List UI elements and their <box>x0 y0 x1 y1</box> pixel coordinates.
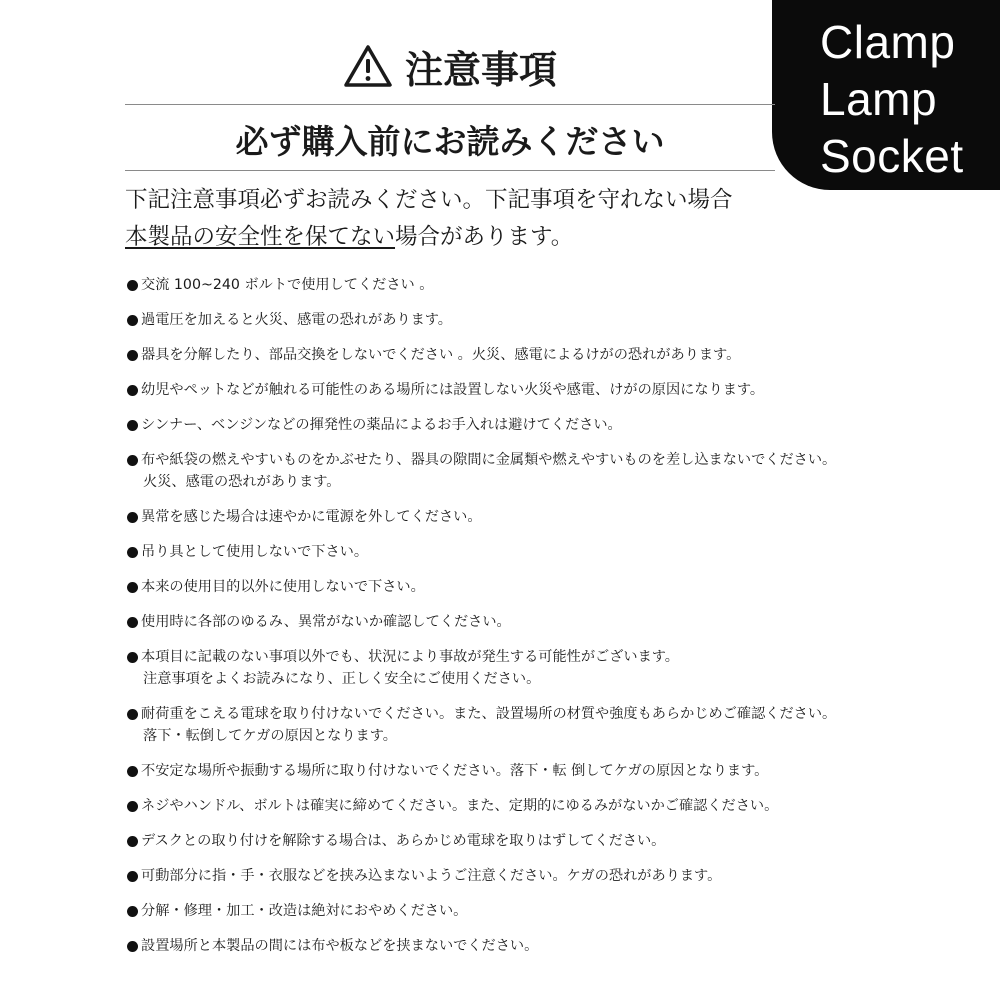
list-item <box>127 506 987 528</box>
intro-line-2 <box>125 219 733 256</box>
badge-line-socket: Socket <box>820 130 964 182</box>
bullet-icon <box>127 941 138 952</box>
notice-text: 本来の使用目的以外に使用しないで下さい。 <box>141 579 425 595</box>
list-item <box>127 309 987 331</box>
bullet-icon <box>127 582 138 593</box>
notice-text: 本項目に記載のない事項以外でも、状況により事故が発生する可能性がございます。 <box>141 649 679 665</box>
list-item <box>127 703 987 747</box>
notice-text: デスクとの取り付けを解除する場合は、あらかじめ電球を取りはずしてください。 <box>141 833 666 849</box>
bullet-icon <box>127 350 138 361</box>
product-name-badge <box>772 0 1000 190</box>
badge-line-lamp: Lamp <box>820 73 938 125</box>
bullet-icon <box>127 280 138 291</box>
list-item <box>127 576 987 598</box>
bullet-icon <box>127 385 138 396</box>
list-item <box>127 344 987 366</box>
intro-underlined-text: 本製品の安全性を保てない <box>125 224 396 250</box>
bullet-icon <box>127 871 138 882</box>
page-header <box>125 38 775 94</box>
page-subtitle: 必ず購入前にお読みください <box>235 122 665 161</box>
bullet-icon <box>127 547 138 558</box>
page-title: 注意事項 <box>404 47 557 92</box>
list-item <box>127 760 987 782</box>
bullet-icon <box>127 512 138 523</box>
bullet-icon <box>127 455 138 466</box>
list-item <box>127 274 987 296</box>
intro-line-1: 下記注意事項必ずお読みください。下記事項を守れない場合 <box>125 187 733 213</box>
list-item <box>127 414 987 436</box>
header-divider-top <box>125 104 775 105</box>
bullet-icon <box>127 801 138 812</box>
notice-text: 火災、感電の恐れがあります。 <box>143 474 341 490</box>
bullet-icon <box>127 906 138 917</box>
notice-text: 耐荷重をこえる電球を取り付けないでください。また、設置場所の材質や強度もあらかじめご確認ください。 <box>141 706 837 722</box>
notice-text: 過電圧を加えると火災、感電の恐れがあります。 <box>141 312 452 328</box>
notice-text: 幼児やペットなどが触れる可能性のある場所には設置しない火災や感電、けがの原因になります。 <box>141 382 765 398</box>
notice-text: 設置場所と本製品の間には布や板などを挟まないでください。 <box>141 938 539 954</box>
notice-text: 吊り具として使用しないで下さい。 <box>141 544 369 560</box>
list-item <box>127 646 987 690</box>
notice-text: 交流 100~240 ボルトで使用してください 。 <box>141 277 434 293</box>
list-item <box>127 795 987 817</box>
notice-text: ネジやハンドル、ボルトは確実に締めてください。また、定期的にゆるみがないかご確認ください。 <box>141 798 779 814</box>
list-item <box>127 900 987 922</box>
bullet-icon <box>127 420 138 431</box>
bullet-icon <box>127 617 138 628</box>
list-item <box>127 611 987 633</box>
bullet-icon <box>127 836 138 847</box>
list-item <box>127 865 987 887</box>
list-item <box>127 830 987 852</box>
badge-line-clamp: Clamp <box>820 16 956 68</box>
list-item <box>127 935 987 957</box>
notice-list <box>127 274 987 970</box>
notice-text: 不安定な場所や振動する場所に取り付けないでください。落下・転 倒してケガの原因となります。 <box>141 763 769 779</box>
bullet-icon <box>127 315 138 326</box>
list-item <box>127 449 987 493</box>
intro-line-2-rest: 場合があります。 <box>395 224 574 250</box>
notice-text: 使用時に各部のゆるみ、異常がないか確認してください。 <box>141 614 511 630</box>
header-divider-bottom <box>125 170 775 171</box>
notice-text: シンナー、ベンジンなどの揮発性の薬品によるお手入れは避けてください。 <box>141 417 622 433</box>
list-item <box>127 541 987 563</box>
notice-text: 注意事項をよくお読みになり、正しく安全にご使用ください。 <box>143 671 541 687</box>
warning-icon <box>343 43 393 89</box>
list-item <box>127 379 987 401</box>
notice-text: 落下・転倒してケガの原因となります。 <box>143 728 397 744</box>
bullet-icon <box>127 709 138 720</box>
intro-paragraph <box>125 182 733 256</box>
notice-text: 可動部分に指・手・衣服などを挟み込まないようご注意ください。ケガの恐れがあります。 <box>141 868 722 884</box>
bullet-icon <box>127 766 138 777</box>
notice-text: 分解・修理・加工・改造は絶対におやめください。 <box>141 903 468 919</box>
notice-text: 器具を分解したり、部品交換をしないでください 。火災、感電によるけがの恐れがあります。 <box>141 347 741 363</box>
notice-text: 異常を感じた場合は速やかに電源を外してください。 <box>141 509 482 525</box>
notice-text: 布や紙袋の燃えやすいものをかぶせたり、器具の隙間に金属類や燃えやすいものを差し込まないでください。 <box>141 452 837 468</box>
bullet-icon <box>127 652 138 663</box>
